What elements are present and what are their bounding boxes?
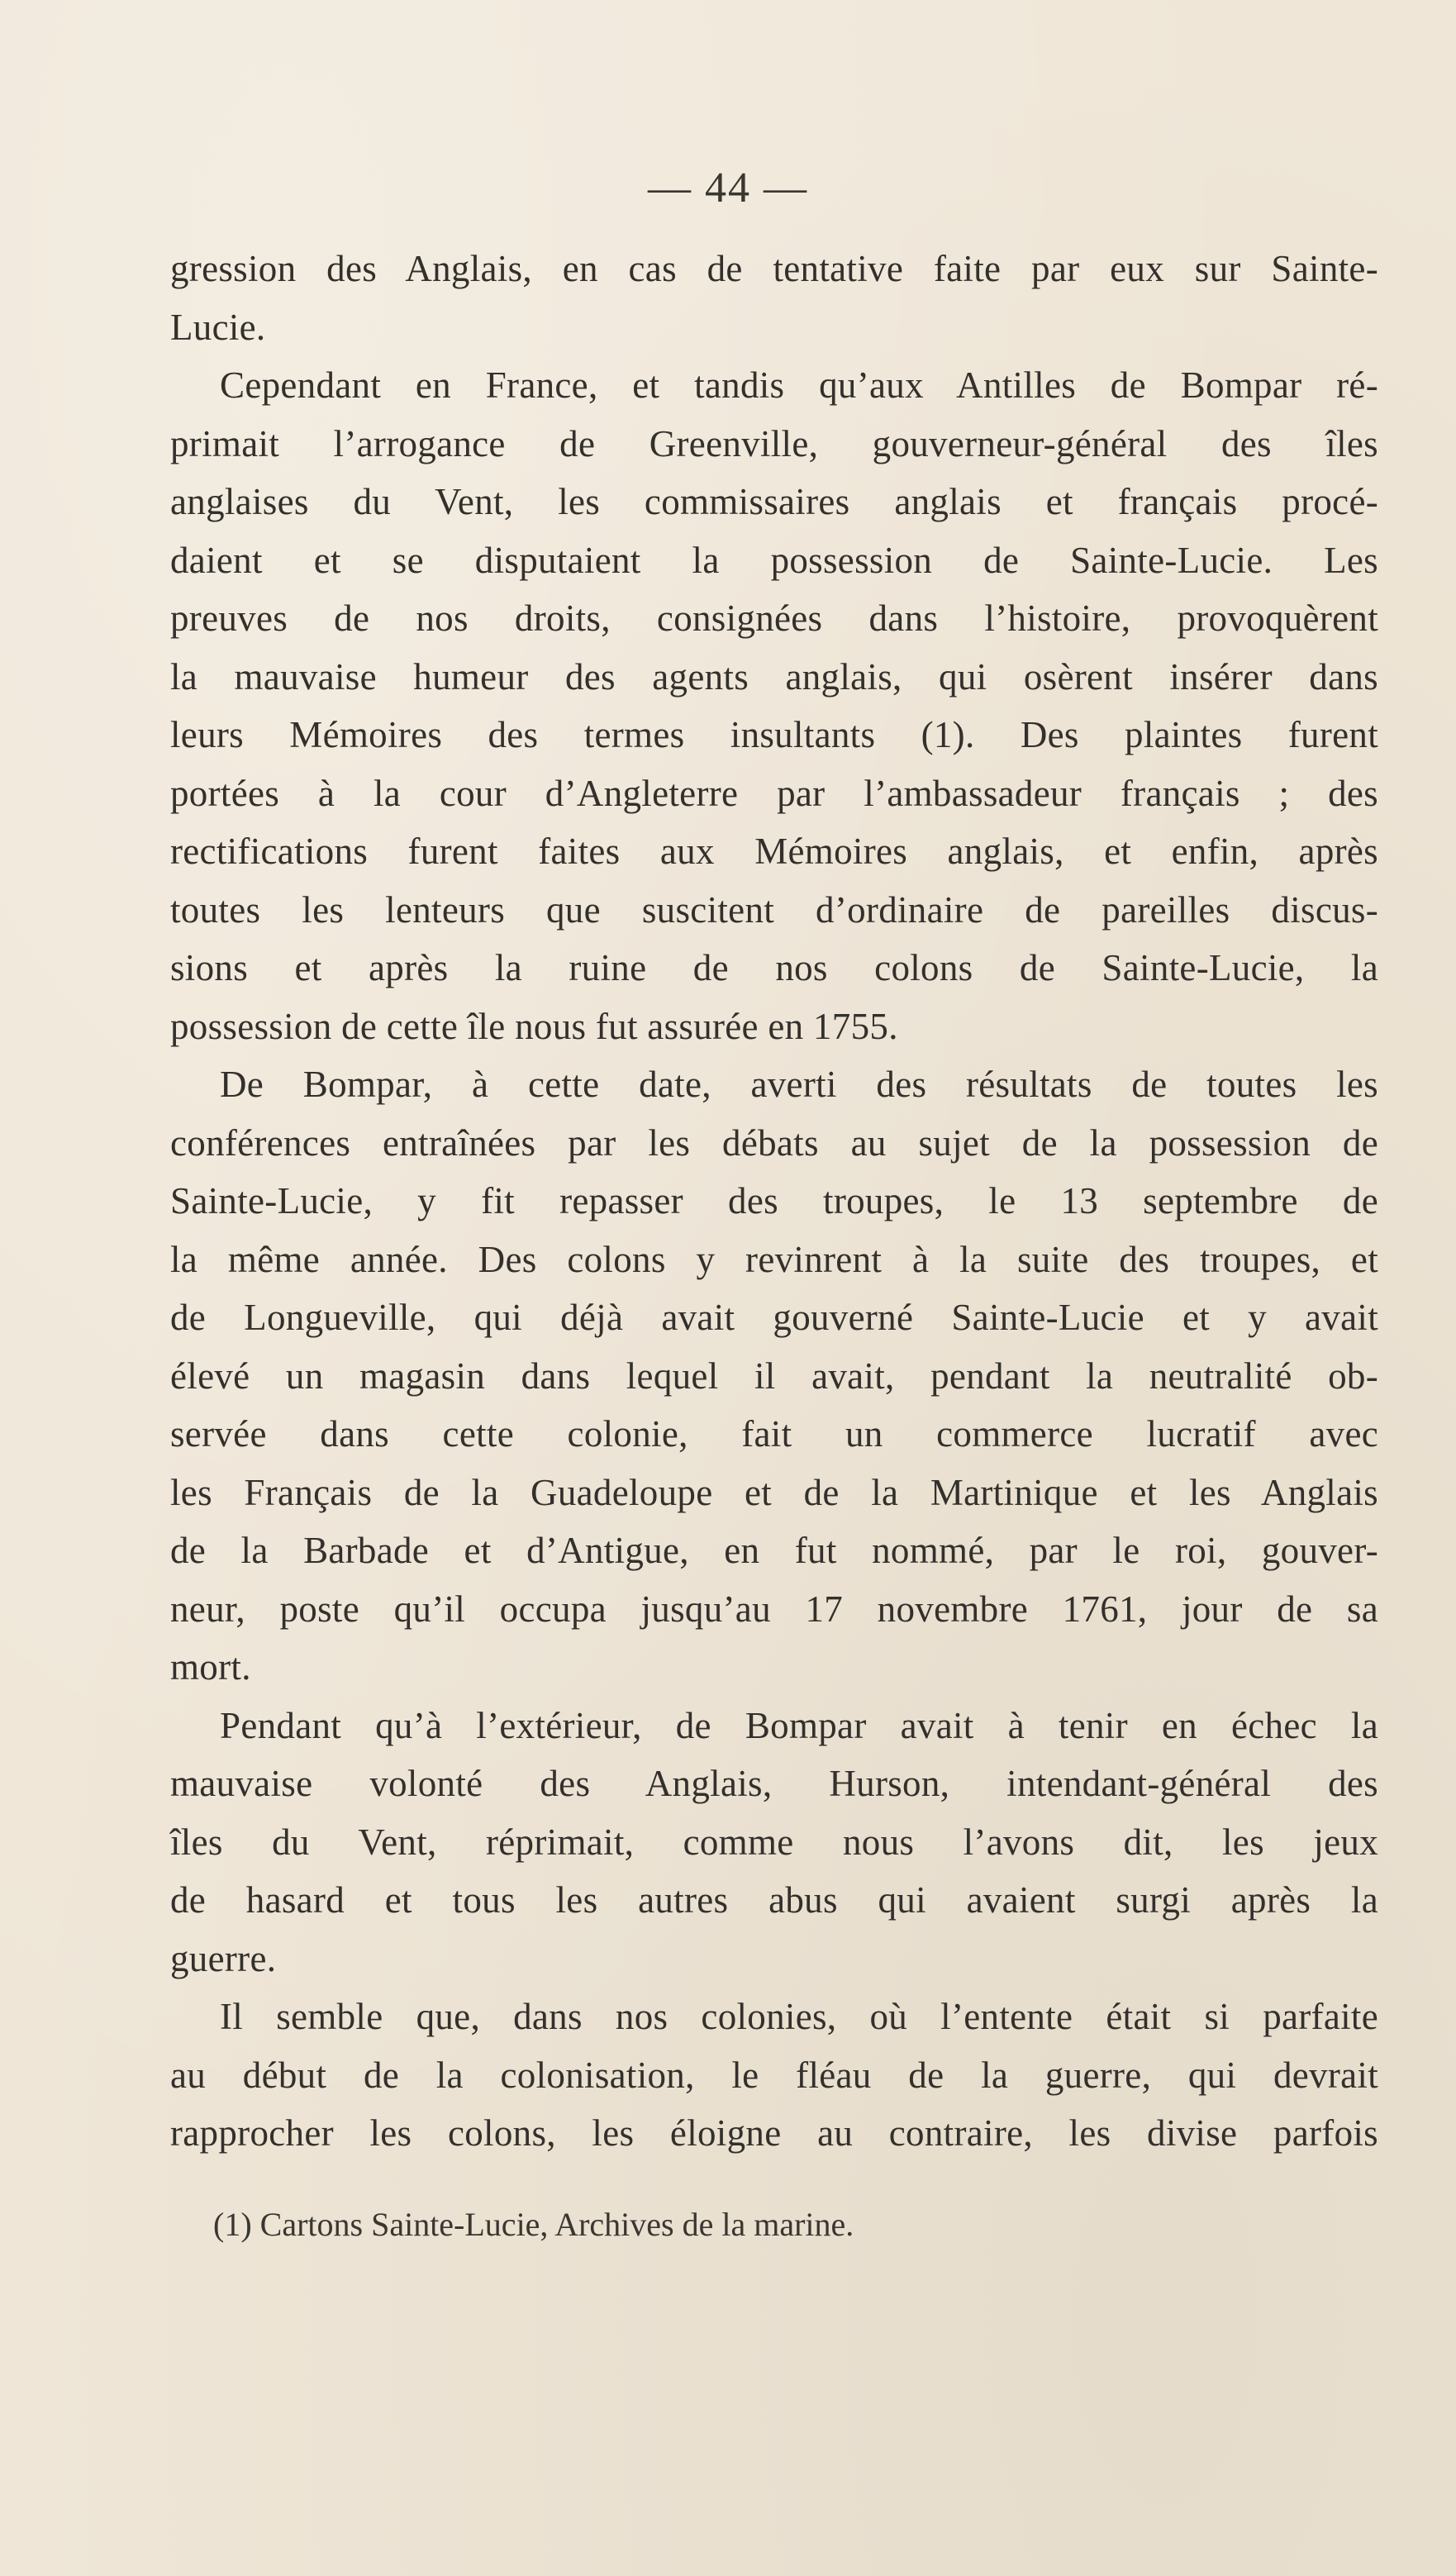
body-text	[170, 240, 1378, 2163]
text-line: îles du Vent, réprimait, comme nous l’avons dit, les jeux	[170, 1821, 1378, 1863]
text-line: daient et se disputaient la possession de Sainte-Lucie. Les	[170, 539, 1378, 581]
text-line: primait l’arrogance de Greenville, gouverneur-général des îles	[170, 422, 1378, 464]
text-line: sions et après la ruine de nos colons de Sainte-Lucie, la	[170, 947, 1378, 988]
text-line: élevé un magasin dans lequel il avait, pendant la neutralité ob-	[170, 1355, 1378, 1397]
text-line: toutes les lenteurs que suscitent d’ordinaire de pareilles discus-	[170, 888, 1378, 931]
text-line: rapprocher les colons, les éloigne au contraire, les divise parfois	[170, 2112, 1378, 2154]
text-line: Lucie.	[170, 306, 266, 348]
text-line: de hasard et tous les autres abus qui avaient surgi après la	[170, 1879, 1378, 1921]
text-line: servée dans cette colonie, fait un commerce lucratif avec	[170, 1413, 1378, 1455]
text-line: De Bompar, à cette date, averti des résultats de toutes les	[220, 1064, 1378, 1105]
text-line: portées à la cour d’Angleterre par l’ambassadeur français ; des	[170, 772, 1378, 814]
text-line: de la Barbade et d’Antigue, en fut nommé, par le roi, gouver-	[170, 1530, 1378, 1571]
text-line: leurs Mémoires des termes insultants (1). Des plaintes furent	[170, 714, 1378, 755]
text-line: la même année. Des colons y revinrent à la suite des troupes, et	[170, 1238, 1378, 1280]
page-number: — 44 —	[648, 164, 808, 212]
text-line: la mauvaise humeur des agents anglais, qui osèrent insérer dans	[170, 655, 1378, 698]
text-line: guerre.	[170, 1937, 277, 1979]
text-line: gression des Anglais, en cas de tentative faite par eux sur Sainte-	[170, 248, 1378, 289]
text-line: de Longueville, qui déjà avait gouverné Sainte-Lucie et y avait	[170, 1297, 1378, 1338]
text-line: possession de cette île nous fut assurée en 1755.	[170, 1005, 898, 1047]
text-line: anglaises du Vent, les commissaires anglais et français procé-	[170, 481, 1378, 522]
text-line: conférences entraînées par les débats au sujet de la possession de	[170, 1121, 1378, 1164]
text-line: Pendant qu’à l’extérieur, de Bompar avait à tenir en échec la	[220, 1704, 1378, 1746]
footnote-line: (1) Cartons Sainte-Lucie, Archives de la marine.	[213, 2206, 854, 2243]
text-line: preuves de nos droits, consignées dans l’histoire, provoquèrent	[170, 598, 1378, 639]
text-line: neur, poste qu’il occupa jusqu’au 17 novembre 1761, jour de sa	[170, 1588, 1378, 1630]
text-line: Il semble que, dans nos colonies, où l’entente était si parfaite	[220, 1996, 1378, 2037]
text-line: Sainte-Lucie, y fit repasser des troupes, le 13 septembre de	[170, 1180, 1378, 1221]
text-line: rectifications furent faites aux Mémoires anglais, et enfin, après	[170, 831, 1378, 872]
text-line: les Français de la Guadeloupe et de la Martinique et les Anglais	[170, 1471, 1378, 1513]
text-line: au début de la colonisation, le fléau de la guerre, qui devrait	[170, 2054, 1378, 2096]
text-line: Cependant en France, et tandis qu’aux Antilles de Bompar ré-	[220, 364, 1378, 406]
text-line: mort.	[170, 1646, 251, 1688]
text-line: mauvaise volonté des Anglais, Hurson, intendant-général des	[170, 1763, 1378, 1804]
